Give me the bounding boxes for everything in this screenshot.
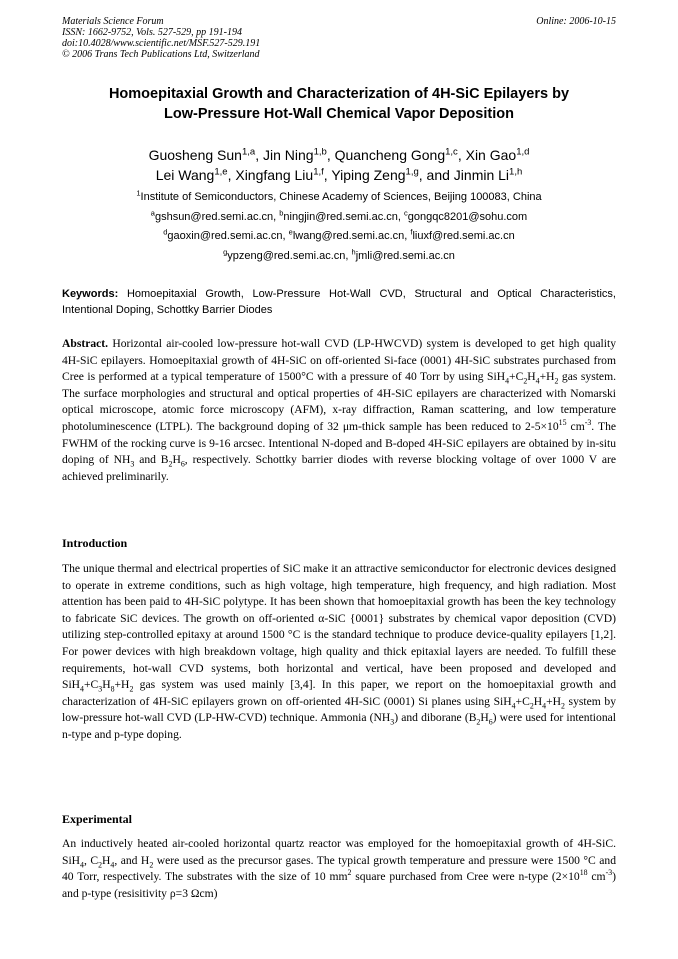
section-heading-introduction: Introduction [62,536,128,550]
author-line-2: Lei Wang$^{1,e}$, Xingfang Liu$^{1,f}$, Yiping Zeng$^{1,g}$, and Jinmin Li$^{1,h}$ [155,166,523,183]
email-link[interactable]: gaoxin@red.semi.ac.cn, [167,230,286,242]
abstract: Abstract. Horizontal air-cooled low-pressure hot-wall CVD (LP-HWCVD) system is developed to get high quality 4H-SiC epilayers. Homoepitaxial growth of 4H-SiC on off-oriented Si-face (0001) 4H-SiC substrates purchased from Cree is performed at a typical temperature of 1500°C with a pressure of 40 Torr by using $SiH_4+C_2H_4+H_2$ gas system. The surface morphologies and structural and optical properties of 4H-SiC epilayers are characterized with Nomarski optical microscope, atomic force microscopy (AFM), x-ray diffraction, Raman scattering, and low temperature photoluminescence (LTPL). The background doping of 32 μm-thick sample has been reduced to $2-5\times 10^{15}$ $cm^{-3}$. The FWHM of the rocking curve is 9-16 arcsec. Intentional N-doped and B-doped 4H-SiC epilayers are obtained by in-situ doping of $NH_3$ and $B_2H_6$, respectively. Schottky barrier diodes with reverse blocking voltage of over 1000 V are achieved preliminarily. [62,337,617,483]
section-heading-experimental: Experimental [62,812,132,826]
author-sup: 1,g [405,166,419,178]
keywords-text: Homoepitaxial Growth, Low-Pressure Hot-Wall CVD, Structural and Optical Characteristics, Intentional Doping, Schottky Barrier Diodes [62,288,616,316]
author-sup: 1,b [313,146,327,158]
author-name: Yiping Zeng [331,167,406,183]
title-line-2: Low-Pressure Hot-Wall Chemical Vapor Deposition [164,106,514,122]
author-name: Guosheng Sun [148,147,242,163]
author-name: Xin Gao [465,147,517,163]
title-line-1: Homoepitaxial Growth and Characterization of 4H-SiC Epilayers by [108,86,570,102]
email-link[interactable]: liuxf@red.semi.ac.cn [412,230,515,242]
author-list [62,145,616,185]
author-name: Xingfang Liu [235,167,314,183]
paper-title [62,84,616,124]
email-line-2: $^d$gaoxin@red.semi.ac.cn, $^e$lwang@red.semi.ac.cn, $^f$liuxf@red.semi.ac.cn [163,227,515,242]
introduction-text: The unique thermal and electrical properties of SiC make it an attractive semiconductor for electronic devices designed to operate in extreme conditions, such as high voltage, high temperature, high frequency, and high radiation. Most attention has been paid to 4H-SiC polytype. It has been shown that homoepitaxial growth has been the key technology to fabricate SiC devices. The growth on off-oriented α-SiC {0001} substrates by chemical vapor deposition (CVD) utilizing step-controlled epitaxy at around 1500 °C is the standard technique to produce device-quality epilayers [1,2]. For power devices with high breakdown voltage, high quality and thick epitaxial layers are needed. To fulfill these requirements, hot-wall CVD systems, both horizontal and vertical, have been proposed and developed and $SiH_4+C_3H_8+H_2$ gas system was used mainly [3,4]. In this paper, we report on the homoepitaxial growth and characterization of 4H-SiC epilayers grown on off-oriented 4H-SiC (0001) Si planes using $SiH_4+C_2H_4+H_2$ system by low-pressure hot-wall CVD (LP-HW-CVD) technique. Ammonia $(NH_3)$ and diborane $(B_2H_6)$ were used for intentional n-type and p-type doping. [62,562,616,741]
author-sup: 1,a [241,146,256,158]
author-sup: 1,f [313,166,324,178]
author-sup: 1,c [445,146,458,158]
author-line-1: Guosheng Sun$^{1,a}$, Jin Ning$^{1,b}$, Quancheng Gong$^{1,c}$, Xin Gao$^{1,d}$ [148,146,530,163]
email-link[interactable]: gshsun@red.semi.ac.cn, [154,210,277,223]
journal-doi: doi:10.4028/www.scientific.net/MSF.527-529.191 [62,38,261,49]
journal-copyright: © 2006 Trans Tech Publications Ltd, Switzerland [62,49,260,60]
email-link[interactable]: gongqc8201@sohu.com [407,210,528,223]
journal-header [62,16,422,60]
email-link[interactable]: ningjin@red.semi.ac.cn, [283,210,401,223]
institution: $^1$Institute of Semiconductors, Chinese Academy of Sciences, Beijing 100083, China [136,188,542,203]
email-link[interactable]: jmli@red.semi.ac.cn [355,249,455,262]
author-sup: 1,h [509,166,523,178]
author-name: Quancheng Gong [334,147,446,163]
author-name: and Jinmin Li [426,167,510,183]
author-sup: 1,e [214,166,228,178]
affiliations [62,188,616,266]
email-line-3: $^g$ypzeng@red.semi.ac.cn, $^h$jmli@red.semi.ac.cn [223,246,455,262]
journal-name: Materials Science Forum [62,16,164,27]
abstract-label: Abstract. [62,337,109,350]
keywords [62,286,616,318]
keywords-label: Keywords: [62,288,119,300]
email-link[interactable]: lwang@red.semi.ac.cn, [292,230,408,242]
author-sup: 1,d [516,146,530,158]
author-name: Jin Ning [262,147,314,163]
email-line-1: $^a$gshsun@red.semi.ac.cn, $^b$ningjin@red.semi.ac.cn, $^c$gongqc8201@sohu.com [150,207,528,223]
experimental-text: An inductively heated air-cooled horizontal quartz reactor was employed for the homoepitaxial growth of 4H-SiC. SiH$_4$, $C_2H_4$, and $H_2$ were used as the precursor gases. The typical growth temperature and pressure were 1500 °C and 40 Torr, respectively. The substrates with the size of 10 $mm^2$ square purchased from Cree were n-type ($2\times 10^{18}$ $cm^{-3}$) and p-type (resisitivity ρ=3 Ωcm) [62,837,617,900]
author-name: Lei Wang [155,167,215,183]
online-date: Online: 2006-10-15 [536,16,616,27]
journal-issn: ISSN: 1662-9752, Vols. 527-529, pp 191-194 [62,27,242,38]
email-link[interactable]: ypzeng@red.semi.ac.cn, [227,249,349,262]
